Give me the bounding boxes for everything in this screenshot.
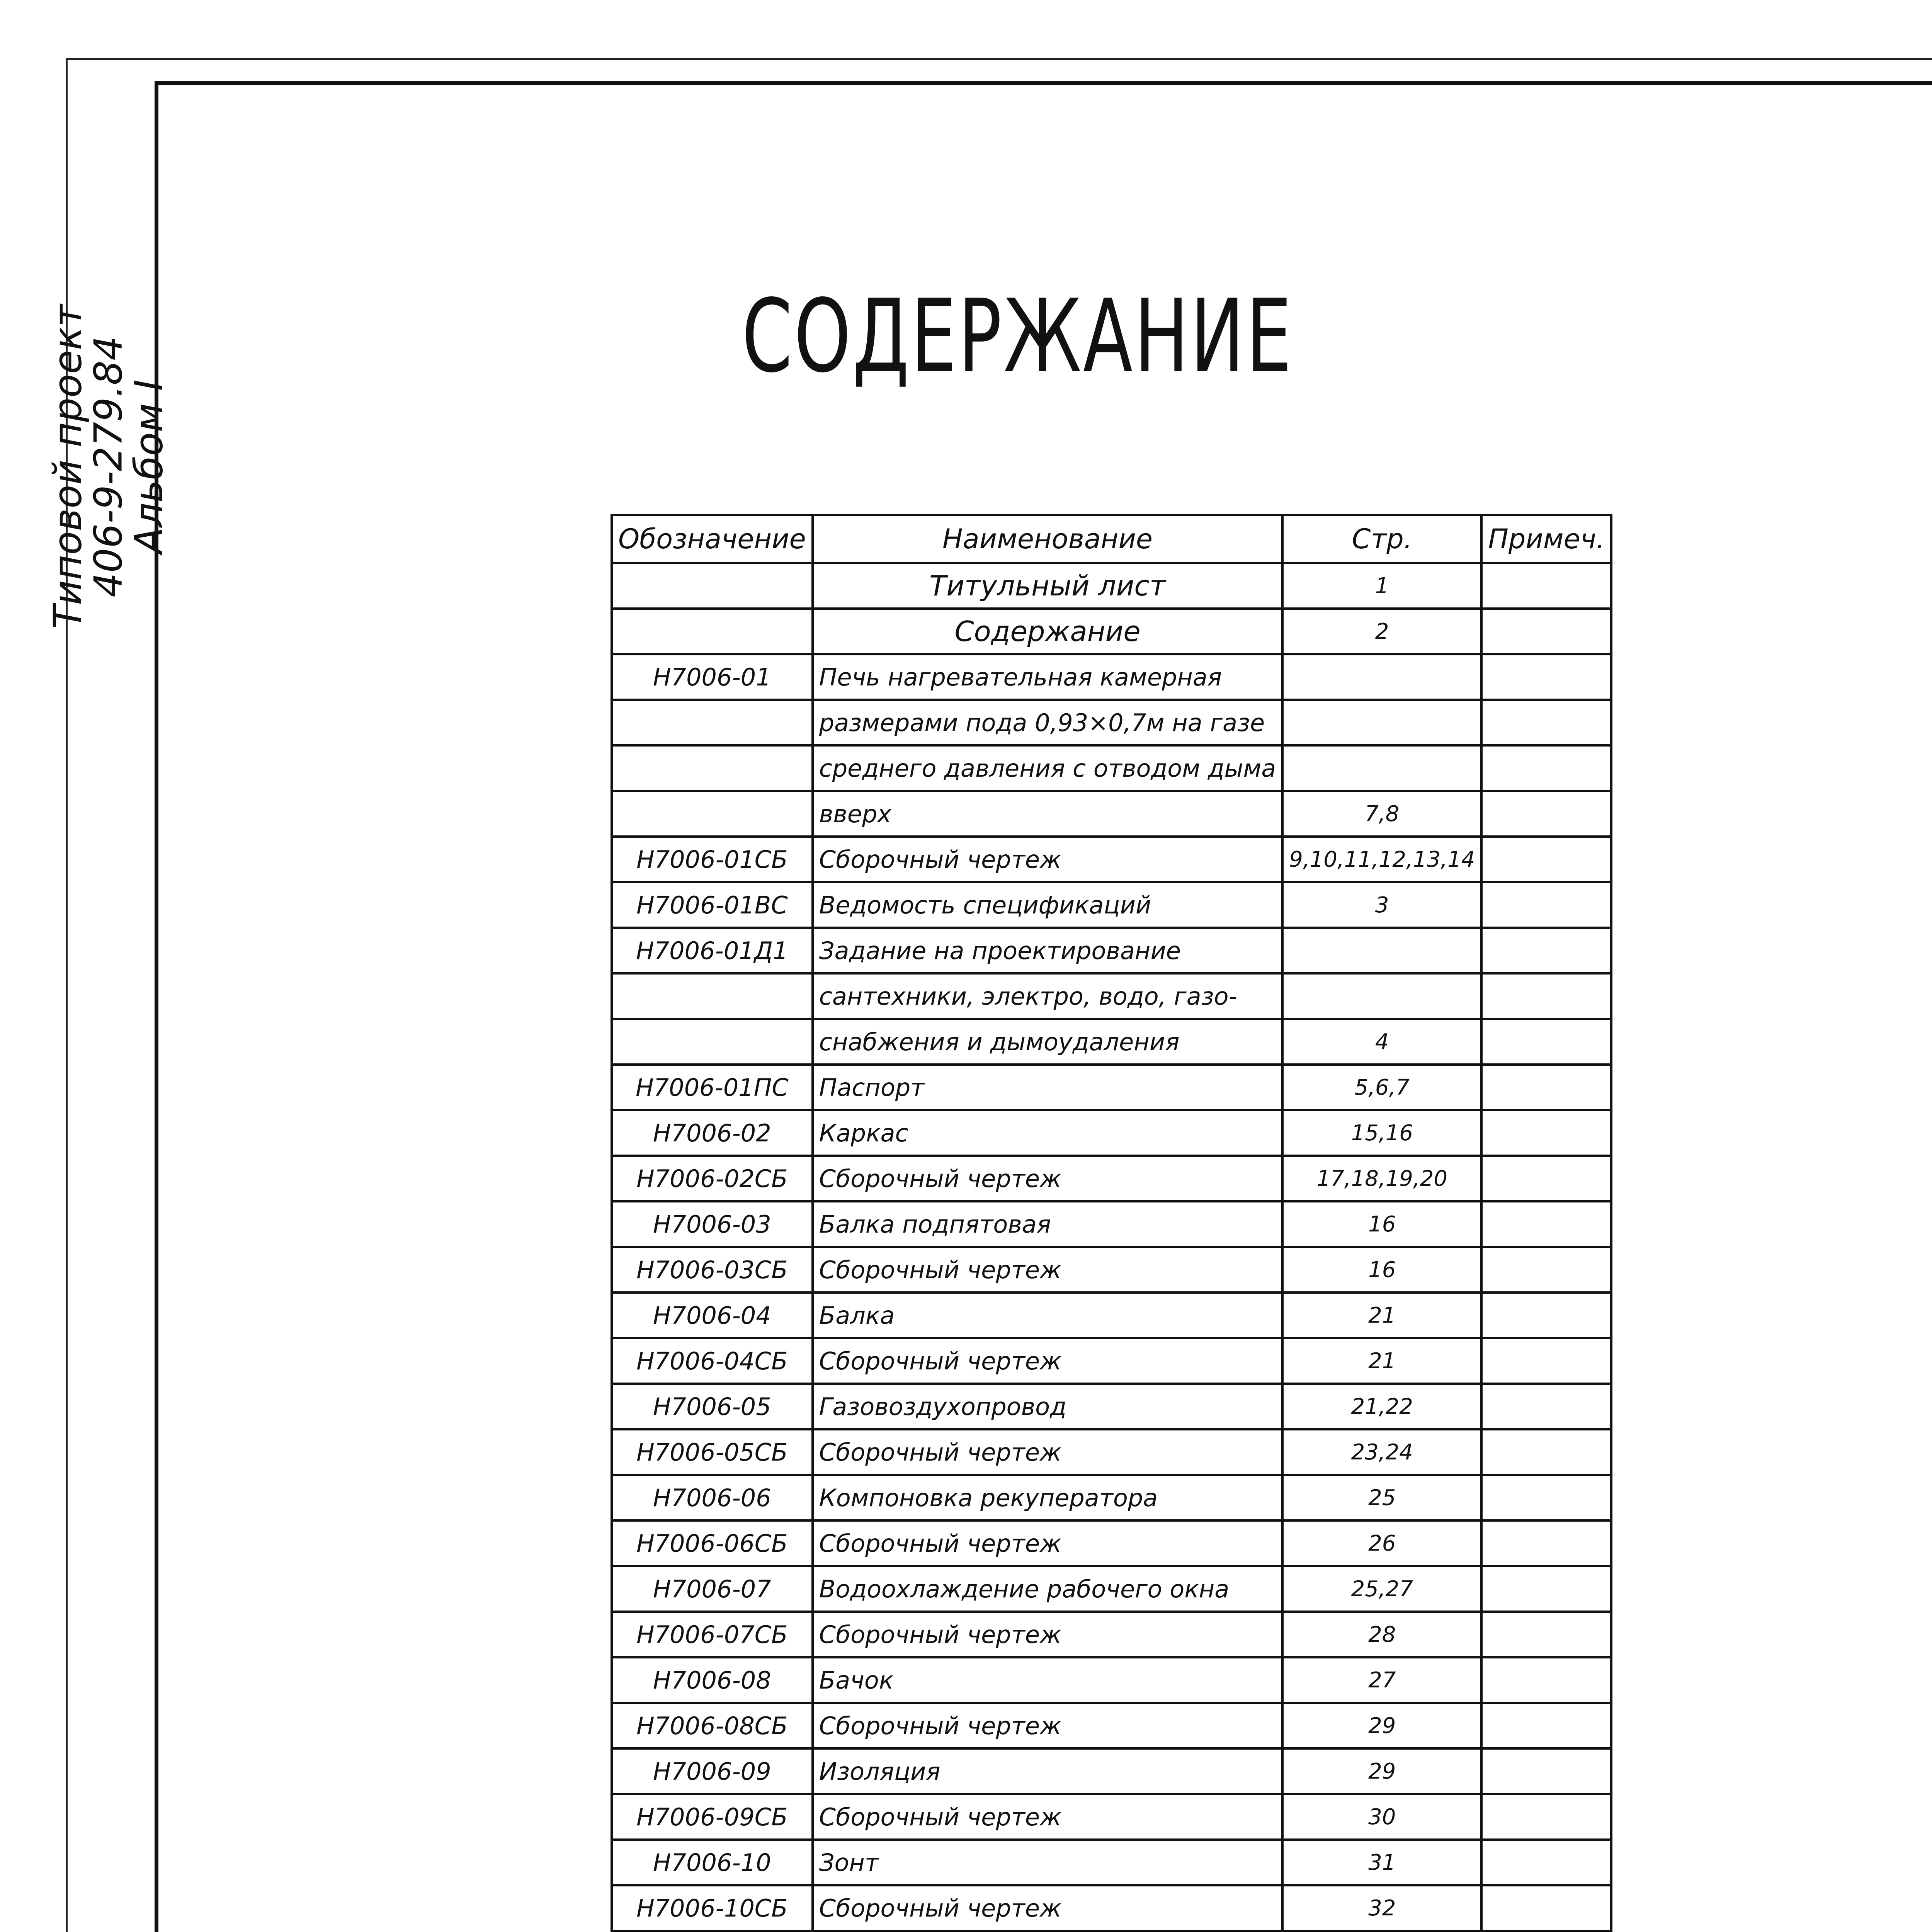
row-code: Н7006-01ПС	[612, 1065, 813, 1110]
row-name: Печь нагревательная камерная	[813, 654, 1283, 700]
row-code: Н7006-08СБ	[612, 1703, 813, 1748]
row-note	[1481, 1612, 1611, 1657]
row-note	[1481, 1019, 1611, 1065]
row-page: 23,24	[1282, 1429, 1481, 1475]
row-page: 17,18,19,20	[1282, 1156, 1481, 1201]
row-note	[1481, 973, 1611, 1019]
row-note	[1481, 1156, 1611, 1201]
row-note	[1481, 791, 1611, 837]
row-note	[1481, 745, 1611, 791]
row-code: Н7006-02	[612, 1110, 813, 1156]
row-code: Н7006-03СБ	[612, 1247, 813, 1293]
row-page: 30	[1282, 1794, 1481, 1840]
table-row	[612, 1384, 1611, 1429]
row-code: Н7006-01Д1	[612, 928, 813, 973]
header-name: Наименование	[813, 515, 1283, 563]
row-note	[1481, 1338, 1611, 1384]
row-code	[612, 791, 813, 837]
row-code: Н7006-01	[612, 654, 813, 700]
row-code: Н7006-06	[612, 1475, 813, 1520]
row-page: 29	[1282, 1703, 1481, 1748]
table-row	[612, 745, 1611, 791]
row-page: 21	[1282, 1338, 1481, 1384]
row-note	[1481, 1293, 1611, 1338]
row-page: 15,16	[1282, 1110, 1481, 1156]
table-row	[612, 1748, 1611, 1794]
table-row	[612, 1657, 1611, 1703]
row-note	[1481, 1657, 1611, 1703]
row-page: 21	[1282, 1293, 1481, 1338]
row-page: 1	[1282, 563, 1481, 609]
row-code: Н7006-08	[612, 1657, 813, 1703]
row-code	[612, 609, 813, 654]
row-name: Паспорт	[813, 1065, 1283, 1110]
row-name: Сборочный чертеж	[813, 1703, 1283, 1748]
row-name: среднего давления с отводом дыма	[813, 745, 1283, 791]
row-code	[612, 1019, 813, 1065]
row-name: Бачок	[813, 1657, 1283, 1703]
row-page: 5,6,7	[1282, 1065, 1481, 1110]
row-page: 7,8	[1282, 791, 1481, 837]
row-code: Н7006-05	[612, 1384, 813, 1429]
table-row	[612, 1520, 1611, 1566]
row-code: Н7006-01СБ	[612, 837, 813, 882]
row-name: Балка	[813, 1293, 1283, 1338]
table-row	[612, 837, 1611, 882]
row-page: 16	[1282, 1201, 1481, 1247]
row-name: Водоохлаждение рабочего окна	[813, 1566, 1283, 1612]
row-name: Газовоздухопровод	[813, 1384, 1283, 1429]
row-note	[1481, 1520, 1611, 1566]
header-page: Стр.	[1282, 515, 1481, 563]
row-name: Сборочный чертеж	[813, 1156, 1283, 1201]
project-title: Типовой проект 406-9-279.84	[45, 304, 131, 629]
table-row	[612, 1156, 1611, 1201]
table-row	[612, 1794, 1611, 1840]
row-code: Н7006-04СБ	[612, 1338, 813, 1384]
row-code	[612, 700, 813, 745]
row-page	[1282, 700, 1481, 745]
row-code: Н7006-07СБ	[612, 1612, 813, 1657]
row-page	[1282, 745, 1481, 791]
table-row	[612, 973, 1611, 1019]
row-note	[1481, 1475, 1611, 1520]
table-row	[612, 1110, 1611, 1156]
row-note	[1481, 1065, 1611, 1110]
row-name: Каркас	[813, 1110, 1283, 1156]
table-row	[612, 563, 1611, 609]
row-page: 27	[1282, 1657, 1481, 1703]
row-note	[1481, 837, 1611, 882]
row-name: Сборочный чертеж	[813, 1520, 1283, 1566]
row-note	[1481, 928, 1611, 973]
table-row	[612, 1201, 1611, 1247]
row-name: Изоляция	[813, 1748, 1283, 1794]
row-page: 32	[1282, 1885, 1481, 1931]
contents-table	[611, 514, 1612, 1932]
table-row	[612, 1475, 1611, 1520]
table-row	[612, 1293, 1611, 1338]
row-note	[1481, 1703, 1611, 1748]
row-name: Сборочный чертеж	[813, 1612, 1283, 1657]
row-note	[1481, 1566, 1611, 1612]
row-page: 26	[1282, 1520, 1481, 1566]
row-code: Н7006-04	[612, 1293, 813, 1338]
table-row	[612, 654, 1611, 700]
table-row	[612, 1338, 1611, 1384]
table-row	[612, 1429, 1611, 1475]
row-note	[1481, 654, 1611, 700]
album-label: Альбом I	[126, 379, 172, 554]
row-page	[1282, 973, 1481, 1019]
row-code	[612, 563, 813, 609]
table-row	[612, 882, 1611, 928]
row-page: 3	[1282, 882, 1481, 928]
row-note	[1481, 563, 1611, 609]
table-row	[612, 1019, 1611, 1065]
row-page: 2	[1282, 609, 1481, 654]
table-row	[612, 1065, 1611, 1110]
row-name: Сборочный чертеж	[813, 1429, 1283, 1475]
row-note	[1481, 1201, 1611, 1247]
row-name: сантехники, электро, водо, газо-	[813, 973, 1283, 1019]
row-note	[1481, 1885, 1611, 1931]
row-page	[1282, 654, 1481, 700]
row-page: 31	[1282, 1840, 1481, 1885]
row-name: Сборочный чертеж	[813, 1794, 1283, 1840]
row-page: 25,27	[1282, 1566, 1481, 1612]
row-page: 25	[1282, 1475, 1481, 1520]
row-note	[1481, 1110, 1611, 1156]
row-code: Н7006-01ВС	[612, 882, 813, 928]
row-code: Н7006-03	[612, 1201, 813, 1247]
row-name: Ведомость спецификаций	[813, 882, 1283, 928]
row-name: вверх	[813, 791, 1283, 837]
table-row	[612, 1247, 1611, 1293]
row-code	[612, 745, 813, 791]
table-row	[612, 609, 1611, 654]
table-row	[612, 700, 1611, 745]
row-name: Титульный лист	[813, 563, 1283, 609]
row-code: Н7006-06СБ	[612, 1520, 813, 1566]
row-note	[1481, 1429, 1611, 1475]
row-name: Задание на проектирование	[813, 928, 1283, 973]
row-name: снабжения и дымоудаления	[813, 1019, 1283, 1065]
row-name: Компоновка рекуператора	[813, 1475, 1283, 1520]
row-name: Сборочный чертеж	[813, 1247, 1283, 1293]
row-name: размерами пода 0,93×0,7м на газе	[813, 700, 1283, 745]
table-row	[612, 928, 1611, 973]
row-code: Н7006-02СБ	[612, 1156, 813, 1201]
table-row	[612, 791, 1611, 837]
row-note	[1481, 1748, 1611, 1794]
row-name: Сборочный чертеж	[813, 837, 1283, 882]
page-title: СОДЕРЖАНИЕ	[742, 278, 1294, 395]
row-page	[1282, 928, 1481, 973]
row-page: 28	[1282, 1612, 1481, 1657]
row-name: Сборочный чертеж	[813, 1338, 1283, 1384]
row-page: 16	[1282, 1247, 1481, 1293]
row-note	[1481, 609, 1611, 654]
row-code: Н7006-10СБ	[612, 1885, 813, 1931]
table-row	[612, 1612, 1611, 1657]
row-note	[1481, 882, 1611, 928]
row-note	[1481, 1794, 1611, 1840]
side-title-stamp	[45, 274, 172, 660]
header-code: Обозначение	[612, 515, 813, 563]
row-name: Содержание	[813, 609, 1283, 654]
row-note	[1481, 1247, 1611, 1293]
row-name: Балка подпятовая	[813, 1201, 1283, 1247]
table-body	[612, 563, 1611, 1932]
row-page: 21,22	[1282, 1384, 1481, 1429]
table-row	[612, 1840, 1611, 1885]
row-code: Н7006-09	[612, 1748, 813, 1794]
row-code: Н7006-10	[612, 1840, 813, 1885]
row-note	[1481, 700, 1611, 745]
header-note: Примеч.	[1481, 515, 1611, 563]
table-row	[612, 1885, 1611, 1931]
row-code: Н7006-05СБ	[612, 1429, 813, 1475]
table-row	[612, 1566, 1611, 1612]
row-code: Н7006-09СБ	[612, 1794, 813, 1840]
row-page: 4	[1282, 1019, 1481, 1065]
table-row	[612, 1703, 1611, 1748]
row-note	[1481, 1384, 1611, 1429]
row-page: 29	[1282, 1748, 1481, 1794]
row-page: 9,10,11,12,13,14	[1282, 837, 1481, 882]
row-note	[1481, 1840, 1611, 1885]
row-code: Н7006-07	[612, 1566, 813, 1612]
table-header-row	[612, 515, 1611, 563]
row-name: Зонт	[813, 1840, 1283, 1885]
row-name: Сборочный чертеж	[813, 1885, 1283, 1931]
row-code	[612, 973, 813, 1019]
